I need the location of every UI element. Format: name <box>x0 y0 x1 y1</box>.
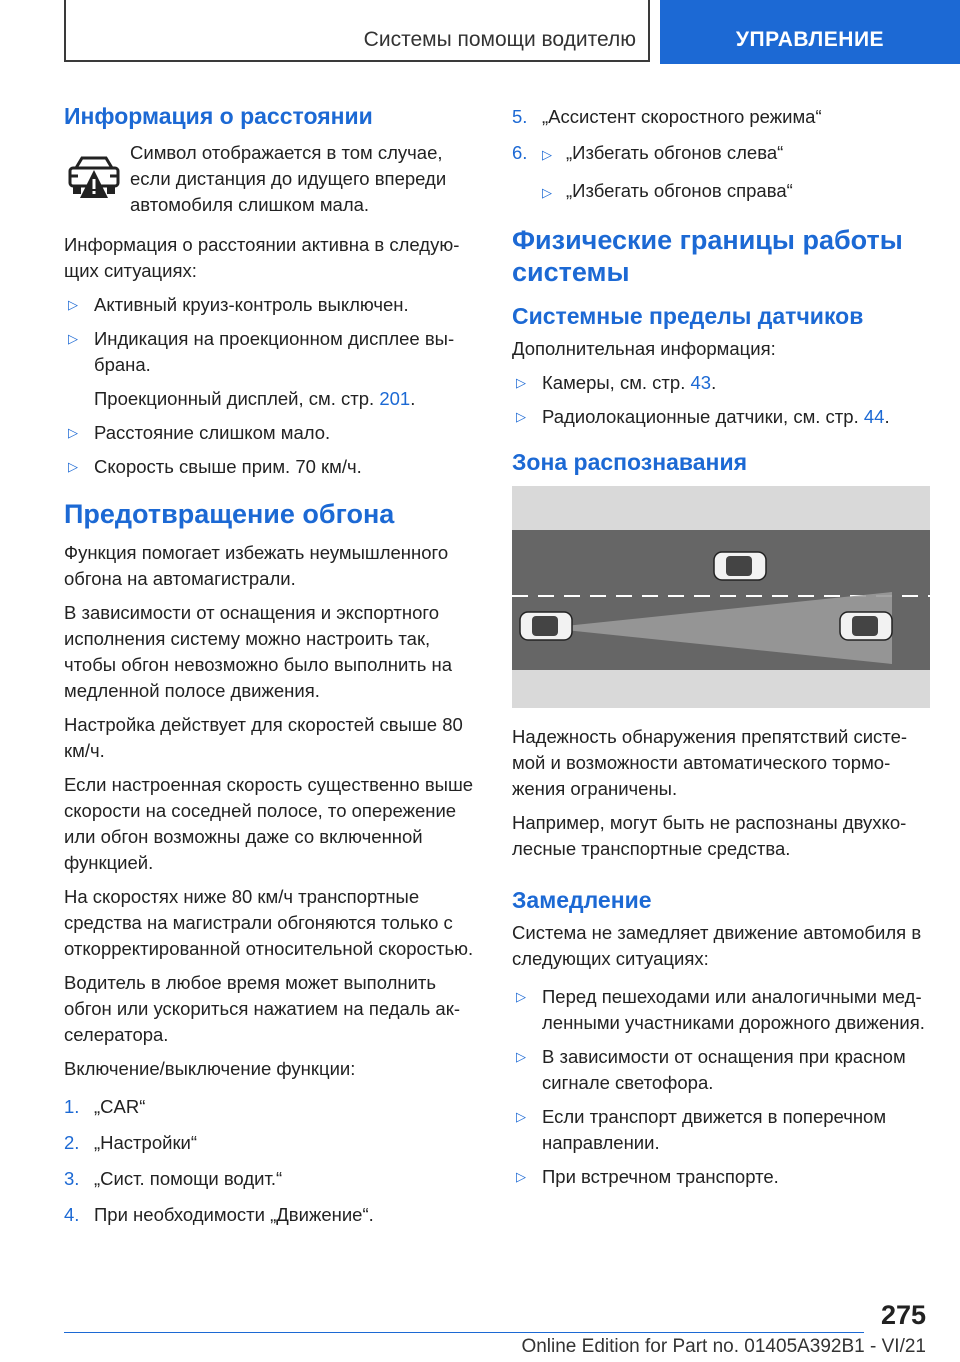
step-item: 4. При необходимости „Движение“. <box>64 1204 374 1225</box>
step-item: 1. „CAR“ <box>64 1096 146 1117</box>
heading-zone: Зона распознавания <box>512 449 747 475</box>
p-active: Информация о расстоянии активна в следующих ситуациях: <box>64 234 460 281</box>
step-item: 2. „Настройки“ <box>64 1132 198 1153</box>
car-warning-icon <box>64 146 124 206</box>
triangle-bullet-icon: ▷ <box>516 1169 526 1184</box>
paragraph: Если настроенная скорость существенно выше скорости на соседней полосе, то опережение или обгон возможны даже со включенной функцией. <box>64 774 474 873</box>
list-item: ▷ В зависимости от оснащения при красном сигнале светофора. <box>516 1046 906 1093</box>
triangle-bullet-icon: ▷ <box>516 1049 526 1064</box>
triangle-bullet-icon: ▷ <box>542 185 552 200</box>
paragraph: Система не замедляет движение автомобиля в следующих ситуациях: <box>512 922 922 969</box>
paragraph: В зависимости от оснащения и экспортного исполнения систему можно настроить так, чтобы обгон невозможно было выполнить на медленной полосе движения. <box>64 602 453 701</box>
step-item: 5. „Ассистент скоростного режима“ <box>512 106 822 127</box>
paragraph: Водитель в любое время может выполнить обгон или ускориться нажатием на педаль акселератора. <box>64 972 460 1045</box>
triangle-bullet-icon: ▷ <box>516 989 526 1004</box>
page-link-43[interactable]: 43 <box>690 372 712 393</box>
symbol-description: Символ отображается в том случае, если дистанция до идущего впереди автомобиля слишком мала. <box>130 142 447 215</box>
heading-limits: Физические границы работы системы <box>512 225 903 287</box>
triangle-bullet-icon: ▷ <box>68 459 78 474</box>
triangle-bullet-icon: ▷ <box>68 331 78 346</box>
step-item: 6. ▷ „Избегать обгонов слева“ <box>512 142 784 163</box>
triangle-bullet-icon: ▷ <box>68 297 78 312</box>
heading-sensors: Системные пределы датчиков <box>512 303 864 329</box>
right-column <box>512 104 930 1198</box>
list-item: ▷ Радиолокационные датчики, см. стр. 44. <box>512 404 930 430</box>
paragraph: Надежность обнаружения препятствий системой и возможности автоматического торможения ограничены. <box>512 726 908 799</box>
left-column <box>64 100 478 1238</box>
car-ahead-left-lane-icon <box>714 552 766 580</box>
paragraph: Дополнительная информация: <box>512 338 776 359</box>
chapter-title: Системы помощи водителю <box>363 28 636 51</box>
paragraph: Настройка действует для скоростей свыше 80 км/ч. <box>64 714 463 761</box>
footer-rule <box>64 1332 864 1333</box>
paragraph: Включение/выключение функции: <box>64 1058 356 1079</box>
sub-reference: Проекционный дисплей, см. стр. 201. <box>94 388 416 409</box>
list-item: ▷ Активный круиз-контроль выключен. <box>64 292 478 318</box>
heading-slowdown: Замедление <box>512 887 652 913</box>
list-item: ▷ Расстояние слишком мало. <box>64 420 478 446</box>
paragraph: На скоростях ниже 80 км/ч транспортные средства на магистрали обгоняются только с откорректированной относительной скоростью. <box>64 886 474 959</box>
paragraph: Функция помогает избежать неумышленного обгона на автомагистрали. <box>64 542 449 589</box>
list-item: ▷ Если транспорт движется в поперечном направлении. <box>516 1106 887 1153</box>
step-item: 3. „Сист. помощи водит.“ <box>64 1168 283 1189</box>
triangle-bullet-icon: ▷ <box>542 147 552 162</box>
list-item: ▷ Перед пешеходами или аналогичными медленными участниками дорожного движения. <box>516 986 925 1033</box>
symbol-row <box>64 140 478 218</box>
triangle-bullet-icon: ▷ <box>516 409 526 424</box>
page-number: 275 <box>880 1300 926 1330</box>
list-item: ▷ При встречном транспорте. <box>512 1164 930 1190</box>
heading-distance-info: Информация о расстоянии <box>64 103 373 129</box>
heading-overtake: Предотвращение обгона <box>64 499 395 529</box>
detection-zone-illustration <box>512 486 930 708</box>
car-own-icon <box>520 612 572 640</box>
list-item: ▷ Скорость свыше прим. 70 км/ч. <box>64 454 478 480</box>
triangle-bullet-icon: ▷ <box>516 1109 526 1124</box>
triangle-bullet-icon: ▷ <box>516 375 526 390</box>
car-ahead-own-lane-icon <box>840 612 892 640</box>
page-link-201[interactable]: 201 <box>379 388 411 409</box>
step-item: ▷ „Избегать обгонов справа“ <box>542 180 793 201</box>
edition-footer: Online Edition for Part no. 01405A392B1 - VI/21 <box>521 1336 926 1357</box>
list-item: ▷ Индикация на проекционном дисплее выбрана. <box>68 328 455 375</box>
paragraph: Например, могут быть не распознаны двухколесные транспортные средства. <box>512 812 907 859</box>
triangle-bullet-icon: ▷ <box>68 425 78 440</box>
list-item: ▷ Камеры, см. стр. 43. <box>512 370 930 396</box>
section-tab: УПРАВЛЕНИЕ <box>660 0 960 64</box>
page-link-44[interactable]: 44 <box>863 406 885 427</box>
